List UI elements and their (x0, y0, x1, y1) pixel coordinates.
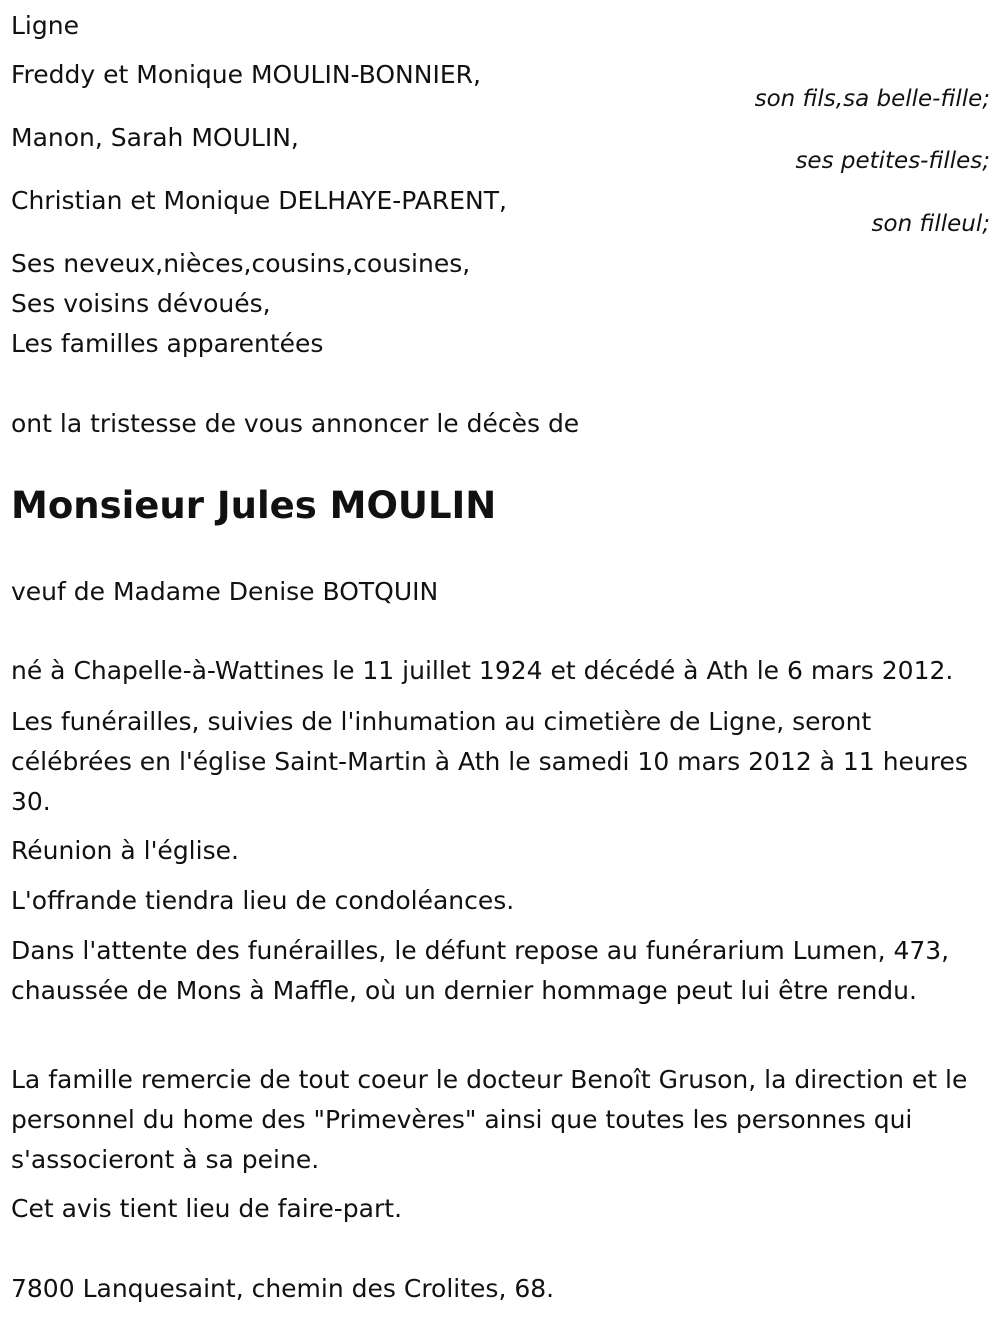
widower-line: veuf de Madame Denise BOTQUIN (11, 577, 439, 606)
meeting-paragraph: Réunion à l'église. (11, 836, 239, 865)
announcement-line: ont la tristesse de vous annoncer le décès de (11, 409, 580, 438)
notice-paragraph: Cet avis tient lieu de faire-part. (11, 1194, 403, 1223)
place-line: Ligne (11, 11, 79, 40)
family-relation-2: ses petites-filles; (795, 148, 990, 174)
address-line: 7800 Lanquesaint, chemin des Crolites, 68. (11, 1274, 555, 1303)
funerarium-paragraph: Dans l'attente des funérailles, le défunt repose au funérarium Lumen, 473, chaussée de Mons à Maffle, où un dernier hommage peut lui être rendu. (11, 936, 950, 1005)
family-names-1: Freddy et Monique MOULIN-BONNIER, (11, 60, 481, 89)
others-line-2: Ses voisins dévoués, (11, 289, 271, 318)
family-relation-3: son filleul; (871, 211, 990, 237)
family-names-2: Manon, Sarah MOULIN, (11, 123, 299, 152)
family-names-3: Christian et Monique DELHAYE-PARENT, (11, 186, 507, 215)
family-relation-1: son fils,sa belle-fille; (754, 86, 990, 112)
thanks-paragraph: La famille remercie de tout coeur le docteur Benoît Gruson, la direction et le personnel du home des "Primevères" ainsi que toutes les personnes qui s'associeront à sa peine. (11, 1065, 968, 1174)
others-line-1: Ses neveux,nièces,cousins,cousines, (11, 249, 471, 278)
others-line-3: Les familles apparentées (11, 329, 324, 358)
funeral-paragraph: Les funérailles, suivies de l'inhumation au cimetière de Ligne, seront célébrées en l'église Saint-Martin à Ath le samedi 10 mars 2012 à 11 heures 30. (11, 707, 968, 816)
offering-paragraph: L'offrande tiendra lieu de condoléances. (11, 886, 515, 915)
deceased-name: Monsieur Jules MOULIN (11, 484, 497, 527)
birth-death-paragraph: né à Chapelle-à-Wattines le 11 juillet 1924 et décédé à Ath le 6 mars 2012. (11, 656, 954, 685)
